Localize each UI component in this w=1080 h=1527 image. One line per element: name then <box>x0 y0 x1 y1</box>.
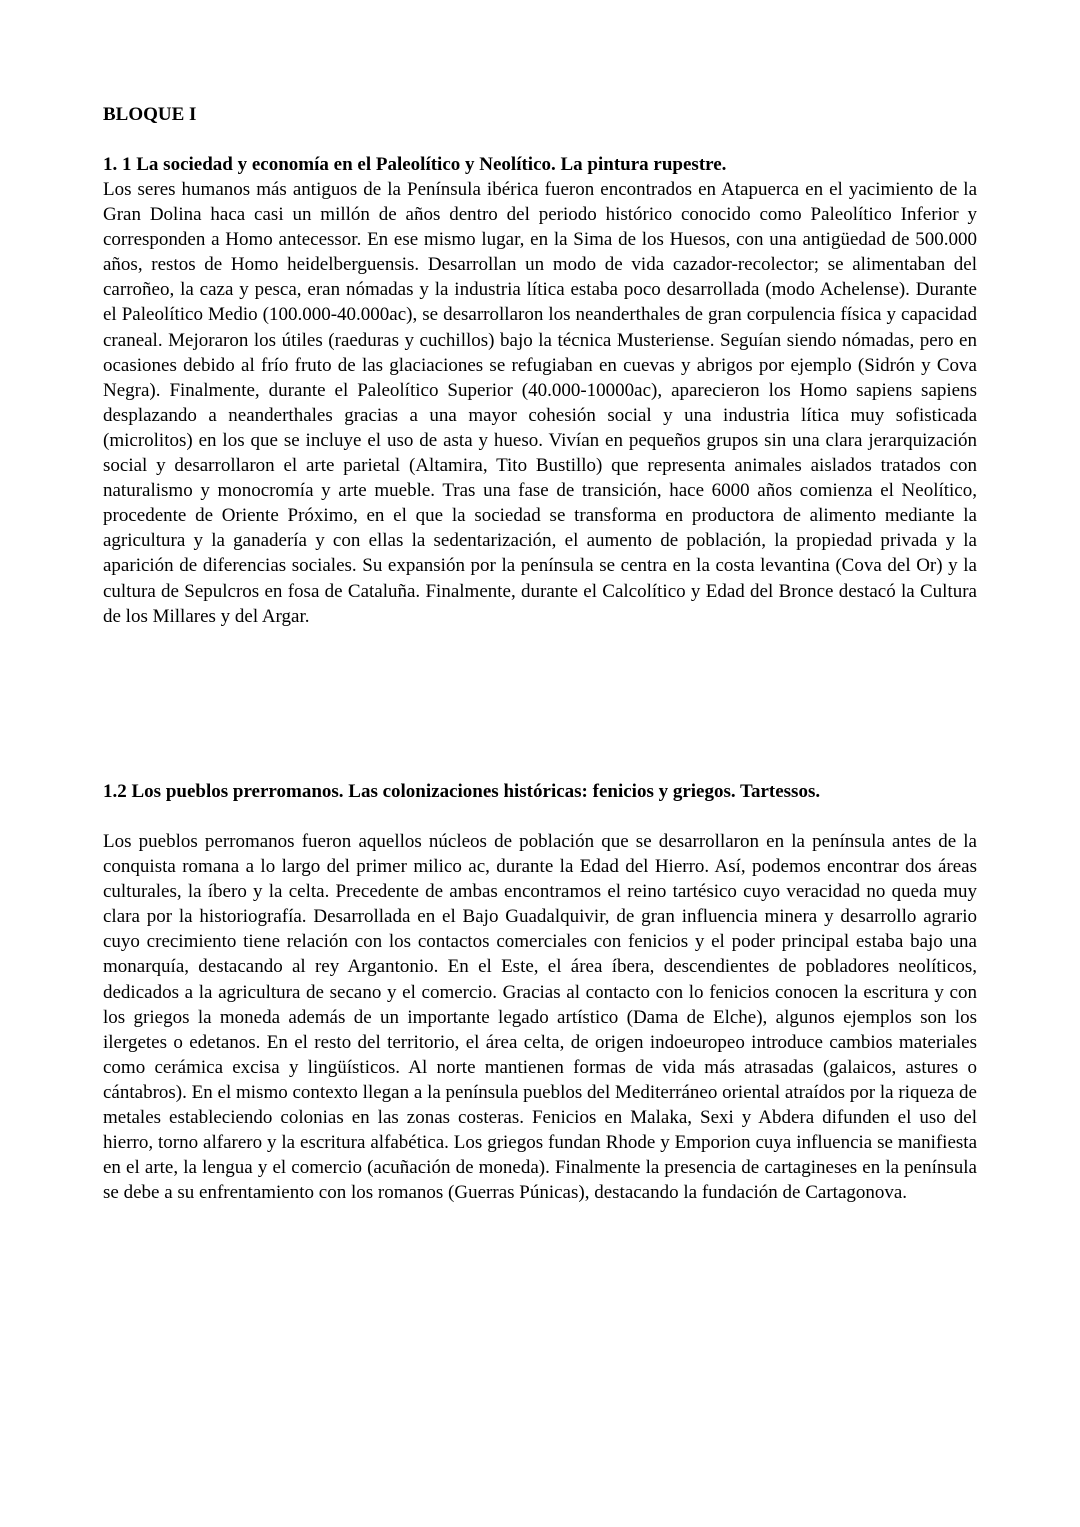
section-2-title: 1.2 Los pueblos prerromanos. Las colonizaciones históricas: fenicios y griegos. Tartessos. <box>103 781 821 802</box>
section-1-title: 1. 1 La sociedad y economía en el Paleolítico y Neolítico. La pintura rupestre. <box>103 154 727 175</box>
section-1-body: Los seres humanos más antiguos de la Península ibérica fueron encontrados en Atapuerca en el yacimiento de la Gran Dolina haca casi un millón de años dentro del periodo histórico conocido como Paleolítico Inferior y corresponden a Homo antecessor. En ese mismo lugar, en la Sima de los Huesos, con una antigüedad de 500.000 años, restos de Homo heidelberguensis. Desarrollan un modo de vida cazador-recolector; se alimentaban del carroñeo, la caza y pesca, eran nómadas y la industria lítica estaba poco desarrollada (modo Achelense). Durante el Paleolítico Medio (100.000-40.000ac), se desarrollaron los neanderthales de gran corpulencia física y capacidad craneal. Mejoraron los útiles (raeduras y cuchillos) bajo la técnica Musteriense. Seguían siendo nómadas, pero en ocasiones debido al frío fruto de las glaciaciones se refugiaban en cuevas y abrigos por ejemplo (Sidrón y Cova Negra). Finalmente, durante el Paleolítico Superior (40.000-10000ac), aparecieron los Homo sapiens sapiens desplazando a neanderthales gracias a una mayor cohesión social y una industria lítica muy sofisticada (microlitos) en los que se incluye el uso de asta y hueso. Vivían en pequeños grupos sin una clara jerarquización social y desarrollaron el arte parietal (Altamira, Tito Bustillo) que representa animales aislados tratados con naturalismo y monocromía y arte mueble. Tras una fase de transición, hace 6000 años comienza el Neolítico, procedente de Oriente Próximo, en el que la sociedad se transforma en productora de alimento mediante la agricultura y la ganadería y con ellas la sedentarización, el aumento de población, la propiedad privada y la aparición de diferencias sociales. Su expansión por la península se centra en la costa levantina (Cova del Or) y la cultura de Sepulcros en fosa de Cataluña. Finalmente, durante el Calcolítico y Edad del Bronce destacó la Cultura de los Millares y del Argar. <box>103 179 977 627</box>
section-2-body: Los pueblos perromanos fueron aquellos núcleos de población que se desarrollaron en la península antes de la conquista romana a lo largo del primer milico ac, durante la Edad del Hierro. Así, podemos encontrar dos áreas culturales, la íbero y la celta. Precedente de ambas encontramos el reino tartésico cuyo veracidad no queda muy clara por la historiografía. Desarrollada en el Bajo Guadalquivir, de gran influencia minera y desarrollo agrario cuyo crecimiento tiene relación con los contactos comerciales con fenicios y el poder principal estaba bajo una monarquía, destacando al rey Argantonio. En el Este, el área íbera, descendientes de pobladores neolíticos, dedicados a la agricultura de secano y el comercio. Gracias al contacto con lo fenicios conocen la escritura y con los griegos la moneda además de un importante legado artístico (Dama de Elche), algunos ejemplos son los ilergetes o edetanos. En el resto del territorio, el área celta, de origen indoeuropeo introduce cambios materiales como cerámica excisa y lingüísticos. Al norte mantienen formas de vida más atrasadas (galaicos, astures o cántabros). En el mismo contexto llegan a la península pueblos del Mediterráneo oriental atraídos por la riqueza de metales estableciendo colonias en las zonas costeras. Fenicios en Malaka, Sexi y Abdera difunden el uso del hierro, torno alfarero y la escritura alfabética. Los griegos fundan Rhode y Emporion cuya influencia se manifiesta en el arte, la lengua y el comercio (acuñación de moneda). Finalmente la presencia de cartagineses en la península se debe a su enfrentamiento con los romanos (Guerras Púnicas), destacando la fundación de Cartagonova. <box>103 831 977 1204</box>
block-title: BLOQUE I <box>103 104 197 125</box>
